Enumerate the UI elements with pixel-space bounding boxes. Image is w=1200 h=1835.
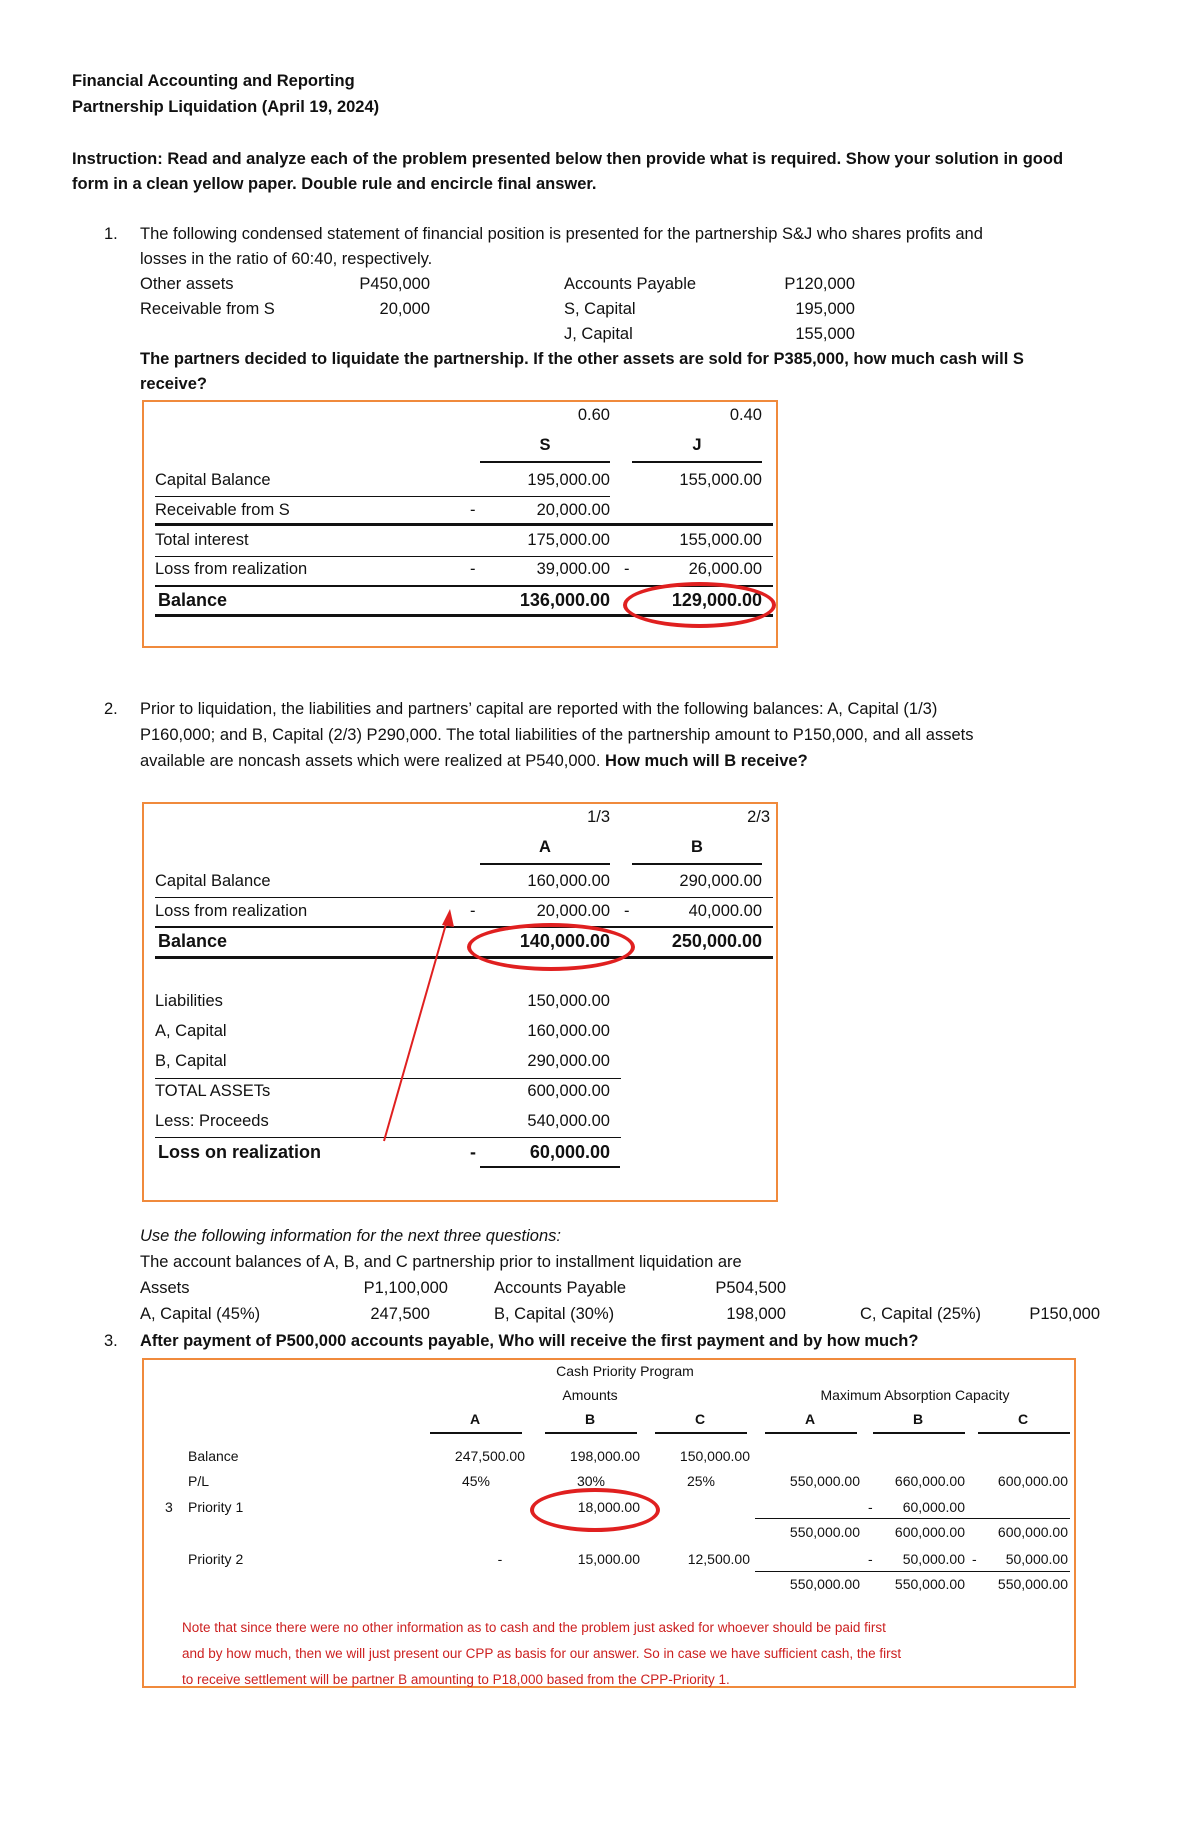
info-c-label: C, Capital (25%)	[860, 1305, 982, 1323]
q1-row-label: Receivable from S	[155, 501, 290, 519]
cpp-p2-b: 15,000.00	[577, 1551, 640, 1567]
cpp-p1-num: 3	[165, 1499, 173, 1515]
q2-loss-b: 40,000.00	[688, 902, 762, 920]
sfp-j-capital-label: J, Capital	[564, 325, 633, 343]
q2-text-2: P160,000; and B, Capital (2/3) P290,000. The total liabilities of the partnership amount to P150,000, and all assets	[140, 726, 974, 744]
cpp-bal-c: 150,000.00	[679, 1448, 750, 1464]
q2-lor-value: 60,000.00	[529, 1142, 610, 1162]
q1-balance-j: 129,000.00	[671, 590, 762, 610]
q1-text-1: The following condensed statement of financial position is presented for the partnership S&J who shares profits and	[140, 225, 983, 243]
q2-calc-label: B, Capital	[155, 1052, 227, 1070]
q1-row-label: Capital Balance	[155, 471, 271, 489]
q1-question-1: The partners decided to liquidate the partnership. If the other assets are sold for P385,000, how much cash will S	[140, 350, 1024, 368]
cpp-mac-pl-b: 660,000.00	[894, 1473, 965, 1489]
instruction-line-1: Instruction: Read and analyze each of the problem presented below then provide what is required. Show your solution in good	[72, 150, 1064, 168]
course-title: Financial Accounting and Reporting	[72, 72, 355, 90]
q1-col-s: S	[539, 436, 551, 454]
cpp-note-1: Note that since there were no other information as to cash and the problem just asked for whoever should be paid first	[182, 1620, 886, 1635]
q1-row-s: 175,000.00	[527, 531, 610, 549]
cpp-pl-a: 45%	[461, 1473, 491, 1489]
cpp-note-3: to receive settlement will be partner B amounting to P18,000 based from the CPP-Priority 1.	[182, 1672, 730, 1687]
cpp-pl-c: 25%	[686, 1473, 716, 1489]
q2-calc-value: 290,000.00	[527, 1052, 610, 1070]
q2-calc-label: Liabilities	[155, 992, 223, 1010]
cpp-p2-label: Priority 2	[188, 1551, 244, 1567]
q1-minus-sign: -	[470, 560, 476, 578]
cpp-mac-b: B	[912, 1411, 924, 1427]
info-a-value: 247,500	[370, 1305, 430, 1323]
q1-row-j: 155,000.00	[679, 531, 762, 549]
cpp-mac-c: C	[1017, 1411, 1029, 1427]
q2-loss-a: 20,000.00	[536, 902, 610, 920]
cpp-p2-mac-c: 50,000.00	[1005, 1551, 1068, 1567]
cpp-bal-a: 247,500.00	[454, 1448, 525, 1464]
q1-col-j: J	[692, 436, 702, 454]
cpp-p2-a: -	[497, 1551, 503, 1567]
q1-row-s: 20,000.00	[536, 501, 610, 519]
cpp-col-a: A	[469, 1411, 481, 1427]
red-arrow-icon	[370, 905, 460, 1145]
cpp-p1-b: 18,000.00	[577, 1499, 640, 1515]
q1-row-label: Total interest	[155, 531, 249, 549]
cpp-col-b: B	[584, 1411, 596, 1427]
answer-circle	[623, 582, 776, 628]
q1-text-2: losses in the ratio of 60:40, respectively.	[140, 250, 433, 268]
info-line: The account balances of A, B, and C partnership prior to installment liquidation are	[140, 1253, 742, 1271]
cpp-sub2-c: 550,000.00	[997, 1576, 1068, 1592]
q2-minus-sign: -	[624, 902, 630, 920]
cpp-p2-mac-b: 50,000.00	[902, 1551, 965, 1567]
q1-balance-label: Balance	[158, 590, 228, 610]
sfp-j-capital-value: 155,000	[795, 325, 855, 343]
q1-row-s: 39,000.00	[536, 560, 610, 578]
answer-circle	[467, 923, 635, 971]
q3-number: 3.	[104, 1332, 118, 1350]
answer-circle	[530, 1488, 660, 1532]
q2-calc-label: Less: Proceeds	[155, 1112, 269, 1130]
cpp-p1-mac-b: 60,000.00	[902, 1499, 965, 1515]
q1-row-j: 26,000.00	[688, 560, 762, 578]
q2-cap-b: 290,000.00	[679, 872, 762, 890]
cpp-minus-sign: -	[868, 1499, 873, 1515]
info-a-label: A, Capital (45%)	[140, 1305, 261, 1323]
sfp-receivable-value: 20,000	[379, 300, 430, 318]
q2-cap-label: Capital Balance	[155, 872, 271, 890]
sfp-other-assets-label: Other assets	[140, 275, 234, 293]
q1-ratio-j: 0.40	[729, 406, 762, 424]
q2-balance-label: Balance	[158, 931, 228, 951]
cpp-p2-c: 12,500.00	[687, 1551, 750, 1567]
q1-ratio-s: 0.60	[577, 406, 610, 424]
q2-loss-label: Loss from realization	[155, 902, 308, 920]
cpp-p1-label: Priority 1	[188, 1499, 244, 1515]
cpp-title: Cash Priority Program	[556, 1363, 694, 1379]
sfp-receivable-label: Receivable from S	[140, 300, 275, 318]
sfp-ap-value: P120,000	[784, 275, 855, 293]
q2-calc-value: 150,000.00	[527, 992, 610, 1010]
q2-calc-value: 600,000.00	[527, 1082, 610, 1100]
q1-row-j: 155,000.00	[679, 471, 762, 489]
q2-col-b: B	[691, 838, 703, 856]
cpp-pl-b: 30%	[576, 1473, 606, 1489]
cpp-sub1-b: 600,000.00	[894, 1524, 965, 1540]
q2-balance-a: 140,000.00	[519, 931, 610, 951]
q2-minus-sign: -	[470, 1142, 476, 1162]
q2-calc-label: TOTAL ASSETs	[155, 1082, 271, 1100]
info-ap-label: Accounts Payable	[494, 1279, 627, 1297]
sfp-s-capital-value: 195,000	[795, 300, 855, 318]
info-b-value: 198,000	[726, 1305, 786, 1323]
cpp-pl-label: P/L	[188, 1473, 210, 1489]
q1-row-label: Loss from realization	[155, 560, 308, 578]
cpp-minus-sign: -	[868, 1551, 873, 1567]
info-assets-label: Assets	[140, 1279, 190, 1297]
cpp-mac-pl-c: 600,000.00	[997, 1473, 1068, 1489]
q1-minus-sign: -	[470, 501, 476, 519]
sfp-other-assets-value: P450,000	[359, 275, 430, 293]
cpp-sub1-c: 600,000.00	[997, 1524, 1068, 1540]
q2-lor-label: Loss on realization	[158, 1142, 322, 1162]
cpp-note-2: and by how much, then we will just present our CPP as basis for our answer. So in case we have sufficient cash, the first	[182, 1646, 902, 1661]
q2-balance-b: 250,000.00	[671, 931, 762, 951]
q2-text-1: Prior to liquidation, the liabilities and partners’ capital are reported with the following balances: A, Capital (1/3)	[140, 700, 938, 718]
cpp-mac-a: A	[804, 1411, 816, 1427]
q2-calc-value: 160,000.00	[527, 1022, 610, 1040]
q2-calc-label: A, Capital	[155, 1022, 227, 1040]
q3-question: After payment of P500,000 accounts payable, Who will receive the first payment and by how much?	[140, 1332, 919, 1350]
sfp-s-capital-label: S, Capital	[564, 300, 636, 318]
q2-col-a: A	[539, 838, 551, 856]
q2-ratio-a: 1/3	[587, 808, 610, 826]
cpp-minus-sign: -	[972, 1551, 977, 1567]
topic-title: Partnership Liquidation (April 19, 2024)	[72, 98, 380, 116]
cpp-sub2-b: 550,000.00	[894, 1576, 965, 1592]
q2-cap-a: 160,000.00	[527, 872, 610, 890]
q2-minus-sign: -	[470, 902, 476, 920]
info-b-label: B, Capital (30%)	[494, 1305, 615, 1323]
info-c-value: P150,000	[1029, 1305, 1100, 1323]
q1-row-s: 195,000.00	[527, 471, 610, 489]
instruction-line-2: form in a clean yellow paper. Double rule and encircle final answer.	[72, 175, 597, 193]
cpp-bal-b: 198,000.00	[569, 1448, 640, 1464]
q1-minus-sign: -	[624, 560, 630, 578]
cpp-mac: Maximum Absorption Capacity	[820, 1387, 1010, 1403]
cpp-col-c: C	[694, 1411, 706, 1427]
cpp-amounts: Amounts	[562, 1387, 618, 1403]
info-intro: Use the following information for the next three questions:	[140, 1227, 561, 1245]
q1-number: 1.	[104, 225, 118, 243]
q2-text-3	[140, 752, 808, 771]
cpp-mac-pl-a: 550,000.00	[789, 1473, 860, 1489]
q2-text-3-plain: available are noncash assets which were realized at P540,000.	[140, 752, 601, 770]
q1-balance-s: 136,000.00	[519, 590, 610, 610]
q2-number: 2.	[104, 700, 118, 718]
q1-question-2: receive?	[140, 375, 207, 393]
info-assets-value: P1,100,000	[363, 1279, 448, 1297]
cpp-sub2-a: 550,000.00	[789, 1576, 860, 1592]
q2-ratio-b: 2/3	[747, 808, 770, 826]
cpp-sub1-a: 550,000.00	[789, 1524, 860, 1540]
info-ap-value: P504,500	[715, 1279, 786, 1297]
q2-question: How much will B receive?	[605, 752, 808, 770]
cpp-balance-label: Balance	[188, 1448, 239, 1464]
q2-calc-value: 540,000.00	[527, 1112, 610, 1130]
sfp-ap-label: Accounts Payable	[564, 275, 697, 293]
